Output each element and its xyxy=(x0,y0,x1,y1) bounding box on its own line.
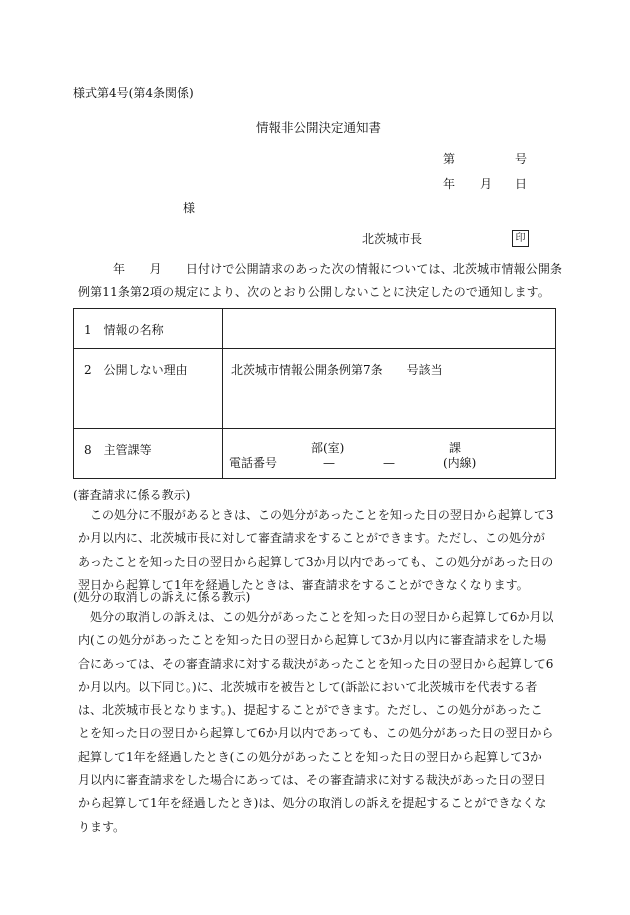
lawsuit-line: 内(この処分があったことを知った日の翌日から起算して3か月以内に審査請求をした場 xyxy=(78,633,547,648)
table-row xyxy=(74,349,556,429)
date-day: 日 xyxy=(515,177,528,191)
appeal-line: あったことを知った日の翌日から起算して3か月以内であっても、この処分があった日の xyxy=(78,554,554,569)
lawsuit-heading: (処分の取消しの訴えに係る教示) xyxy=(73,590,251,604)
appeal-line: この処分に不服があるときは、この処分があったことを知った日の翌日から起算して3 xyxy=(78,508,554,522)
lawsuit-body xyxy=(78,606,556,839)
doc-number-suffix: 号 xyxy=(515,152,528,166)
row-value: 北茨城市情報公開条例第7条 号該当 xyxy=(223,349,556,429)
lawsuit-line: か月以内。以下同じ。)に、北茨城市を被告として(訴訟において北茨城市を代表する者 xyxy=(78,679,538,694)
lawsuit-line: 合にあっては、その審査請求に対する裁決があったことを知った日の翌日から起算して6 xyxy=(78,656,554,671)
phone-label: 電話番号 xyxy=(229,456,278,470)
intro-line-2: 例第11条第2項の規定により、次のとおり公開しないことに決定したので通知します。 xyxy=(78,285,550,299)
table-row xyxy=(74,309,556,349)
section-label: 課 xyxy=(449,441,462,455)
page-title: 情報非公開決定通知書 xyxy=(256,120,382,135)
lawsuit-line: から起算して1年を経過したとき)は、処分の取消しの訴えを提起することができなくな xyxy=(78,796,547,811)
lawsuit-line: 起算して1年を経過したとき(この処分があったことを知った日の翌日から起算して3か xyxy=(78,749,542,764)
intro-line-1: 年 月 日付けで公開請求のあった次の情報については、北茨城市情報公開条 xyxy=(113,262,563,276)
date-month: 月 xyxy=(480,177,493,191)
appeal-body xyxy=(78,504,556,597)
phone-dash-2: — xyxy=(383,456,395,470)
lawsuit-line: 処分の取消しの訴えは、この処分があったことを知った日の翌日から起算して6か月以 xyxy=(78,610,554,624)
appeal-line: 翌日から起算して1年を経過したときは、審査請求をすることができなくなります。 xyxy=(78,577,529,592)
dept-label: 部(室) xyxy=(311,441,345,455)
recipient-suffix: 様 xyxy=(183,201,196,215)
appeal-line: か月以内に、北茨城市長に対して審査請求をすることができます。ただし、この処分が xyxy=(78,531,546,546)
lawsuit-line: 月以内に審査請求をした場合にあっては、その審査請求に対する裁決があった日の翌日 xyxy=(78,773,546,788)
date-year: 年 xyxy=(443,177,456,191)
issuer-name: 北茨城市長 xyxy=(362,232,423,246)
phone-dash-1: — xyxy=(323,456,335,470)
seal-mark: 印 xyxy=(512,230,529,247)
extension-label: (内線) xyxy=(443,456,477,470)
lawsuit-line: とを知った日の翌日から起算して6か月以内であっても、この処分があった日の翌日から xyxy=(78,726,554,741)
row-value xyxy=(223,309,556,349)
lawsuit-line: は、北茨城市長となります。)、提起することができます。ただし、この処分があったこ xyxy=(78,703,543,718)
table-row xyxy=(74,429,556,479)
lawsuit-line: ります。 xyxy=(78,819,126,834)
form-number: 様式第4号(第4条関係) xyxy=(73,86,194,100)
row-label: 2 公開しない理由 xyxy=(74,349,223,429)
row-label: 8 主管課等 xyxy=(74,429,223,479)
doc-number-prefix: 第 xyxy=(443,152,456,166)
appeal-heading: (審査請求に係る教示) xyxy=(73,488,191,502)
row-label: 1 情報の名称 xyxy=(74,309,223,349)
info-table xyxy=(73,308,556,479)
contact-cell xyxy=(223,429,556,479)
